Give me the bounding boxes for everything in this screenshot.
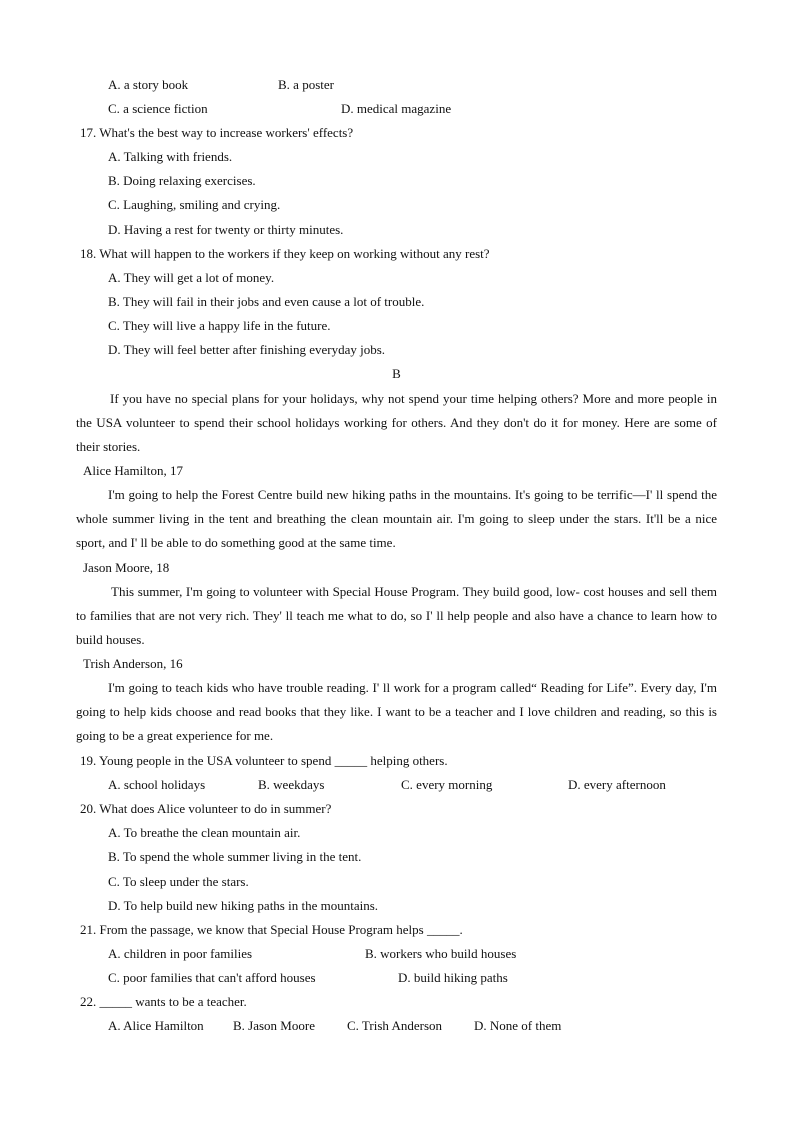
alice-name-label: Alice Hamilton, 17 [83,463,184,478]
q17-stem: 17. What's the best way to increase workers' effects? [80,125,354,140]
q19-option-c: C. every morning [401,777,493,792]
q20-stem: 20. What does Alice volunteer to do in summer? [80,801,332,816]
q22-option-d: D. None of them [474,1018,562,1033]
alice-story: I'm going to help the Forest Centre build new hiking paths in the mountains. It's going to be terrific—I' ll spend the whole summer living in the tent and breathing the clean mountain air. I'm going to sleep under the stars. It'll be a nice sport, and I' ll be able to do something good at the same time. [76,487,717,551]
q20-option-c: C. To sleep under the stars. [108,874,249,889]
q22-option-a: A. Alice Hamilton [108,1018,204,1033]
q21-option-a: A. children in poor families [108,946,253,961]
q22-option-c: C. Trish Anderson [347,1018,442,1033]
q17-option-a: A. Talking with friends. [108,149,233,164]
q16-option-d: D. medical magazine [341,101,452,116]
q18-stem: 18. What will happen to the workers if they keep on working without any rest? [80,246,490,261]
q19-stem: 19. Young people in the USA volunteer to spend _____ helping others. [80,753,448,768]
q17-option-b: B. Doing relaxing exercises. [108,173,256,188]
section-b-heading: B [392,366,401,381]
jason-story: This summer, I'm going to volunteer with Special House Program. They build good, low- cost houses and sell them to families that are not very rich. They' ll teach me what to do, so I' ll help people and also have a chance to learn how to build houses. [76,584,717,648]
q20-option-d: D. To help build new hiking paths in the mountains. [108,898,379,913]
q16-option-c: C. a science fiction [108,101,208,116]
q21-option-c: C. poor families that can't afford houses [108,970,316,985]
jason-name-label: Jason Moore, 18 [83,560,170,575]
q18-option-a: A. They will get a lot of money. [108,270,275,285]
q17-option-c: C. Laughing, smiling and crying. [108,197,281,212]
q18-option-c: C. They will live a happy life in the future. [108,318,331,333]
q21-option-d: D. build hiking paths [398,970,508,985]
q22-stem: 22. _____ wants to be a teacher. [80,994,247,1009]
q16-option-b: B. a poster [278,77,334,92]
q17-option-d: D. Having a rest for twenty or thirty minutes. [108,222,344,237]
q18-option-d: D. They will feel better after finishing everyday jobs. [108,342,386,357]
q21-stem: 21. From the passage, we know that Special House Program helps _____. [80,922,463,937]
q21-option-b: B. workers who build houses [365,946,517,961]
trish-story: I'm going to teach kids who have trouble reading. I' ll work for a program called“ Reading for Life”. Every day, I'm going to help kids choose and read books that they like. I want to be a teacher and I love children and reading, so this is going to be a great experience for me. [76,680,717,744]
q22-option-b: B. Jason Moore [233,1018,315,1033]
q16-option-a: A. a story book [108,77,189,92]
q18-option-b: B. They will fail in their jobs and even cause a lot of trouble. [108,294,425,309]
section-b-intro: If you have no special plans for your holidays, why not spend your time helping others? More and more people in the USA volunteer to spend their school holidays working for others. And they don't do it for money. Here are some of their stories. [76,391,717,455]
q19-option-b: B. weekdays [258,777,325,792]
q20-option-a: A. To breathe the clean mountain air. [108,825,301,840]
trish-name-label: Trish Anderson, 16 [83,656,183,671]
q19-option-a: A. school holidays [108,777,206,792]
q20-option-b: B. To spend the whole summer living in the tent. [108,849,362,864]
q19-option-d: D. every afternoon [568,777,666,792]
